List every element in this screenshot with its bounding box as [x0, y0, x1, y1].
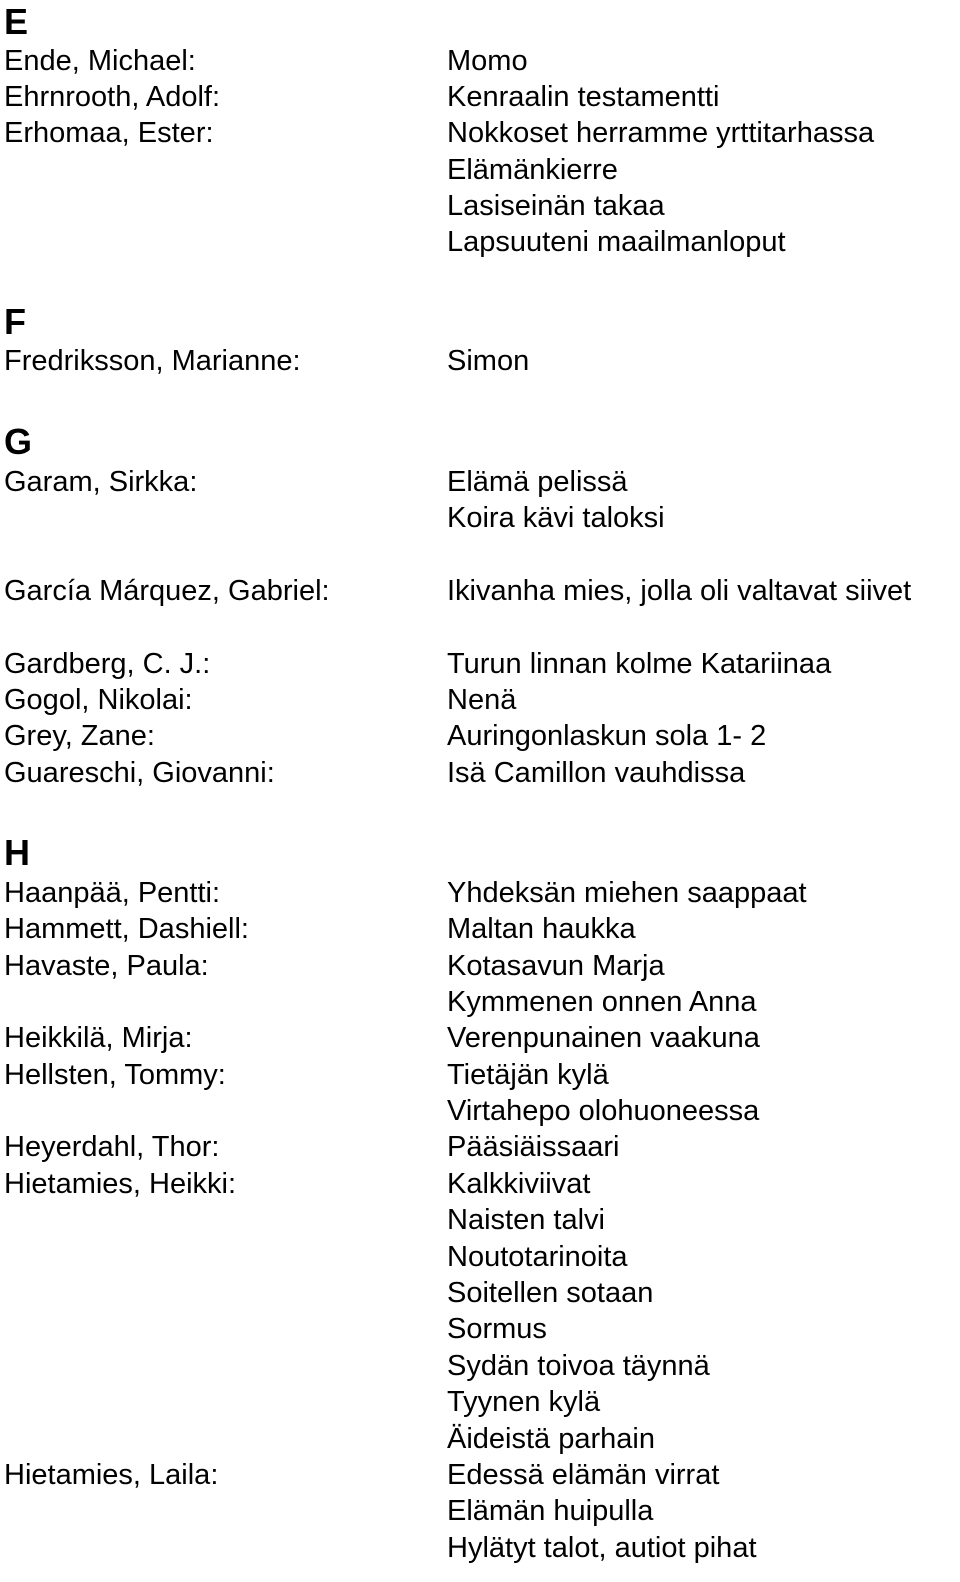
book-title: Koira kävi taloksi	[447, 502, 665, 534]
section-letter-g: G	[4, 421, 33, 462]
author-name: Hellsten, Tommy:	[4, 1059, 226, 1091]
author-name: Hietamies, Heikki:	[4, 1168, 237, 1200]
book-title: Turun linnan kolme Katariinaa	[447, 648, 832, 680]
book-title: Kalkkiviivat	[447, 1168, 591, 1200]
author-name: Hammett, Dashiell:	[4, 913, 249, 945]
author-name: Heikkilä, Mirja:	[4, 1022, 193, 1054]
book-title: Yhdeksän miehen saappaat	[447, 877, 807, 909]
author-name: Haanpää, Pentti:	[4, 877, 221, 909]
author-name: Hietamies, Laila:	[4, 1459, 219, 1491]
book-title: Tyynen kylä	[447, 1386, 601, 1418]
book-title: Momo	[447, 45, 528, 77]
author-name: Gogol, Nikolai:	[4, 684, 193, 716]
book-title: Tietäjän kylä	[447, 1059, 609, 1091]
book-title: Naisten talvi	[447, 1204, 605, 1236]
book-title: Isä Camillon vauhdissa	[447, 757, 746, 789]
book-title: Virtahepo olohuoneessa	[447, 1095, 760, 1127]
author-name: Ende, Michael:	[4, 45, 196, 77]
author-name: Ehrnrooth, Adolf:	[4, 81, 221, 113]
book-title: Pääsiäissaari	[447, 1131, 620, 1163]
book-title: Lasiseinän takaa	[447, 190, 665, 222]
section-letter-f: F	[4, 301, 26, 342]
book-title: Äideistä parhain	[447, 1423, 655, 1455]
book-title: Sormus	[447, 1313, 547, 1345]
author-name: García Márquez, Gabriel:	[4, 575, 330, 607]
book-title: Hylätyt talot, autiot pihat	[447, 1532, 757, 1564]
book-title: Nokkoset herramme yrttitarhassa	[447, 117, 875, 149]
book-title: Elämä pelissä	[447, 466, 628, 498]
book-title: Auringonlaskun sola 1- 2	[447, 720, 767, 752]
book-title: Elämänkierre	[447, 154, 618, 186]
book-title: Maltan haukka	[447, 913, 636, 945]
section-letter-e: E	[4, 1, 29, 42]
book-title: Ikivanha mies, jolla oli valtavat siivet	[447, 575, 912, 607]
author-name: Grey, Zane:	[4, 720, 155, 752]
book-title: Kenraalin testamentti	[447, 81, 720, 113]
book-title: Simon	[447, 345, 530, 377]
book-title: Noutotarinoita	[447, 1241, 628, 1273]
book-title: Verenpunainen vaakuna	[447, 1022, 760, 1054]
book-title: Edessä elämän virrat	[447, 1459, 720, 1491]
author-name: Heyerdahl, Thor:	[4, 1131, 220, 1163]
book-title: Nenä	[447, 684, 517, 716]
author-name: Guareschi, Giovanni:	[4, 757, 275, 789]
book-title: Soitellen sotaan	[447, 1277, 654, 1309]
section-letter-h: H	[4, 832, 30, 873]
author-name: Gardberg, C. J.:	[4, 648, 211, 680]
author-name: Garam, Sirkka:	[4, 466, 198, 498]
book-title: Lapsuuteni maailmanloput	[447, 226, 786, 258]
author-name: Havaste, Paula:	[4, 950, 209, 982]
author-name: Erhomaa, Ester:	[4, 117, 214, 149]
book-title: Kotasavun Marja	[447, 950, 665, 982]
book-title: Kymmenen onnen Anna	[447, 986, 757, 1018]
book-title: Elämän huipulla	[447, 1495, 654, 1527]
author-name: Fredriksson, Marianne:	[4, 345, 301, 377]
book-title: Sydän toivoa täynnä	[447, 1350, 710, 1382]
